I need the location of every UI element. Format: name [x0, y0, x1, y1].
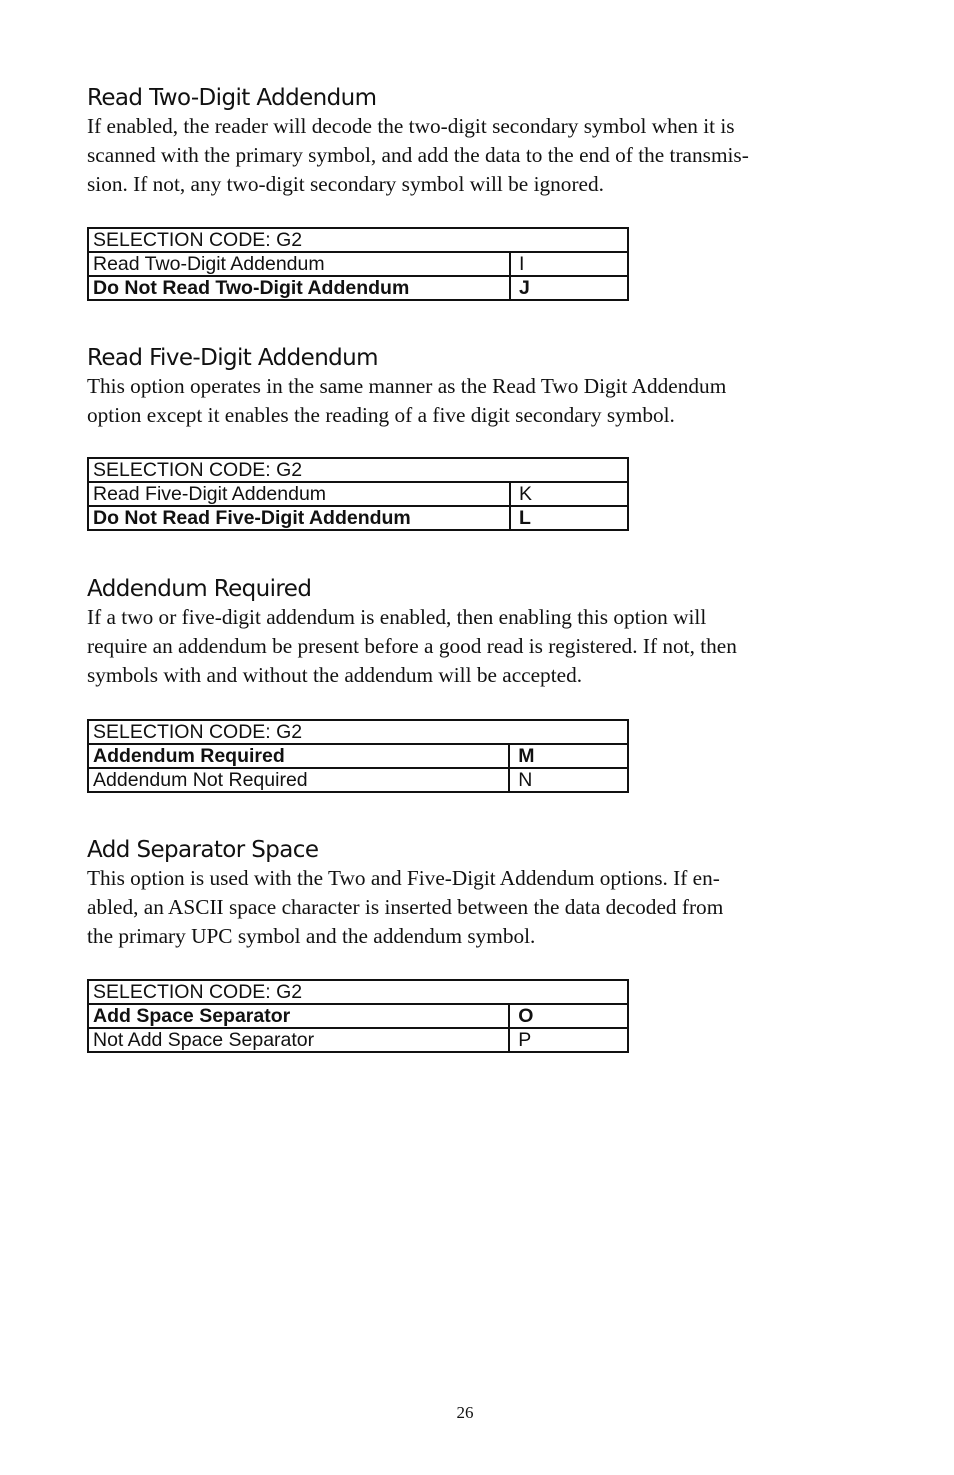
description-line: This option is used with the Two and Five-Digit Addendum options. If en- [87, 866, 720, 890]
option-code: J [510, 276, 628, 300]
table-row [88, 482, 628, 506]
selection-code-table [87, 719, 629, 793]
description-line: symbols with and without the addendum will be accepted. [87, 663, 583, 687]
description-line: If enabled, the reader will decode the two-digit secondary symbol when it is [87, 114, 735, 138]
section-read-five-digit-addendum [87, 344, 847, 529]
option-code: O [509, 1004, 628, 1028]
option-code: K [510, 482, 628, 506]
selection-code-table [87, 227, 629, 301]
table-header-row [88, 980, 628, 1004]
option-label: Do Not Read Two-Digit Addendum [88, 276, 510, 300]
option-code: M [509, 744, 628, 768]
section-addendum-required [87, 575, 847, 791]
option-label: Read Five-Digit Addendum [88, 482, 510, 506]
option-label: Add Space Separator [88, 1004, 509, 1028]
selection-code-table [87, 457, 629, 531]
table-row [88, 744, 628, 768]
option-label: Addendum Not Required [88, 768, 509, 792]
description-line: option except it enables the reading of a five digit secondary symbol. [87, 403, 675, 427]
table-row [88, 252, 628, 276]
selection-code-header: SELECTION CODE: G2 [88, 980, 628, 1004]
table-header-row [88, 228, 628, 252]
table-row [88, 276, 628, 300]
section-add-separator-space [87, 836, 847, 1051]
option-label: Not Add Space Separator [88, 1028, 509, 1052]
description-line: sion. If not, any two-digit secondary symbol will be ignored. [87, 172, 604, 196]
section-heading: Addendum Required [87, 576, 312, 602]
table-row [88, 1028, 628, 1052]
section-heading: Read Five-Digit Addendum [87, 345, 378, 371]
option-code: P [509, 1028, 628, 1052]
table-row [88, 1004, 628, 1028]
table-row [88, 506, 628, 530]
table-row [88, 768, 628, 792]
section-description [87, 112, 847, 199]
description-line: the primary UPC symbol and the addendum symbol. [87, 924, 536, 948]
description-line: If a two or five-digit addendum is enabled, then enabling this option will [87, 605, 707, 629]
option-code: L [510, 506, 628, 530]
page-number: 26 [456, 1403, 474, 1422]
selection-code-header: SELECTION CODE: G2 [88, 458, 628, 482]
option-label: Addendum Required [88, 744, 509, 768]
option-code: N [509, 768, 628, 792]
option-label: Do Not Read Five-Digit Addendum [88, 506, 510, 530]
option-label: Read Two-Digit Addendum [88, 252, 510, 276]
section-heading: Read Two-Digit Addendum [87, 85, 377, 111]
section-heading: Add Separator Space [87, 837, 319, 863]
table-header-row [88, 720, 628, 744]
table-header-row [88, 458, 628, 482]
selection-code-header: SELECTION CODE: G2 [88, 720, 628, 744]
section-read-two-digit-addendum [87, 84, 847, 299]
selection-code-header: SELECTION CODE: G2 [88, 228, 628, 252]
section-description [87, 603, 847, 690]
section-description [87, 372, 847, 430]
section-description [87, 864, 847, 951]
description-line: scanned with the primary symbol, and add the data to the end of the transmis- [87, 143, 749, 167]
description-line: abled, an ASCII space character is inserted between the data decoded from [87, 895, 724, 919]
option-code: I [510, 252, 628, 276]
description-line: require an addendum be present before a good read is registered. If not, then [87, 634, 737, 658]
selection-code-table [87, 979, 629, 1053]
description-line: This option operates in the same manner as the Read Two Digit Addendum [87, 374, 727, 398]
